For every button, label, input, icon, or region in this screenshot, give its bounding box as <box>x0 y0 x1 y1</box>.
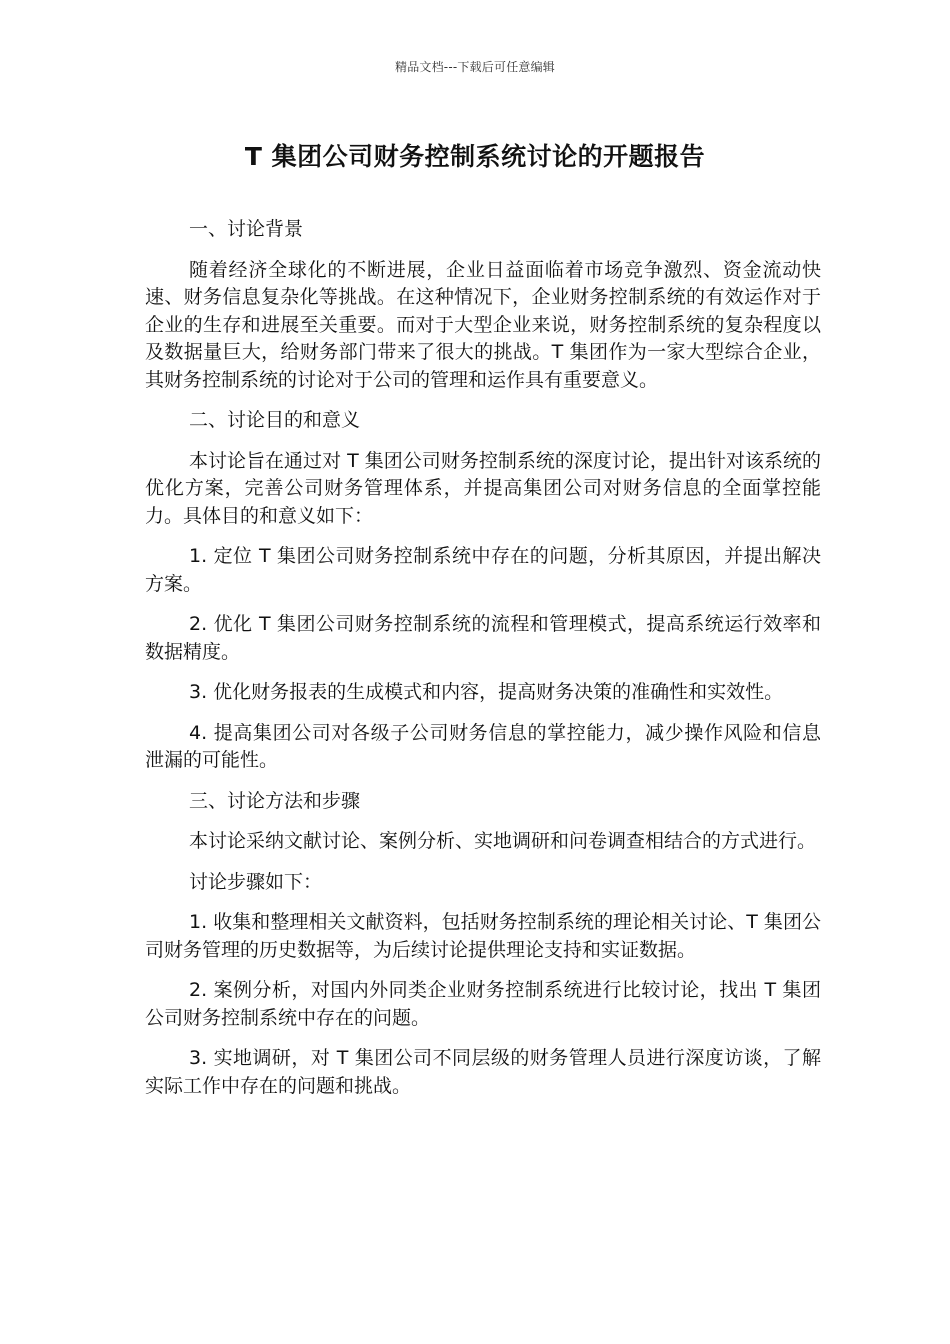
purpose-item: 1. 定位 T 集团公司财务控制系统中存在的问题，分析其原因，并提出解决方案。 <box>145 545 821 595</box>
methods-intro: 本讨论采纳文献讨论、案例分析、实地调研和问卷调查相结合的方式进行。 <box>189 830 817 852</box>
purpose-intro: 本讨论旨在通过对 T 集团公司财务控制系统的深度讨论，提出针对该系统的优化方案，完善公司财务管理体系，并提高集团公司对财务信息的全面掌控能力。具体目的和意义如下： <box>145 449 821 527</box>
purpose-item: 4. 提高集团公司对各级子公司财务信息的掌控能力，减少操作风险和信息泄漏的可能性。 <box>145 721 821 771</box>
section-heading-purpose: 二、讨论目的和意义 <box>189 409 361 431</box>
section-heading-methods: 三、讨论方法和步骤 <box>189 789 361 812</box>
method-step: 3. 实地调研，对 T 集团公司不同层级的财务管理人员进行深度访谈，了解实际工作中存在的问题和挑战。 <box>145 1047 821 1097</box>
purpose-item: 3. 优化财务报表的生成模式和内容，提高财务决策的准确性和实效性。 <box>189 681 784 703</box>
section-heading-background: 一、讨论背景 <box>189 218 304 240</box>
document-title: T 集团公司财务控制系统讨论的开题报告 <box>244 142 706 171</box>
steps-label: 讨论步骤如下： <box>189 870 323 893</box>
method-step: 2. 案例分析，对国内外同类企业财务控制系统进行比较讨论，找出 T 集团公司财务控制系统中存在的问题。 <box>145 979 821 1029</box>
purpose-item: 2. 优化 T 集团公司财务控制系统的流程和管理模式，提高系统运行效率和数据精度。 <box>145 613 821 663</box>
background-paragraph: 随着经济全球化的不断进展，企业日益面临着市场竞争激烈、资金流动快速、财务信息复杂化等挑战。在这种情况下，企业财务控制系统的有效运作对于企业的生存和进展至关重要。而对于大型企业来说，财务控制系统的复杂程度以及数据量巨大，给财务部门带来了很大的挑战。T 集团作为一家大型综合企业，其财务控制系统的讨论对于公司的管理和运作具有重要意义。 <box>145 258 821 391</box>
document-body <box>145 216 821 1113</box>
header-note: 精品文档---下载后可任意编辑 <box>395 60 555 74</box>
method-step: 1. 收集和整理相关文献资料，包括财务控制系统的理论相关讨论、T 集团公司财务管理的历史数据等，为后续讨论提供理论支持和实证数据。 <box>145 911 821 961</box>
